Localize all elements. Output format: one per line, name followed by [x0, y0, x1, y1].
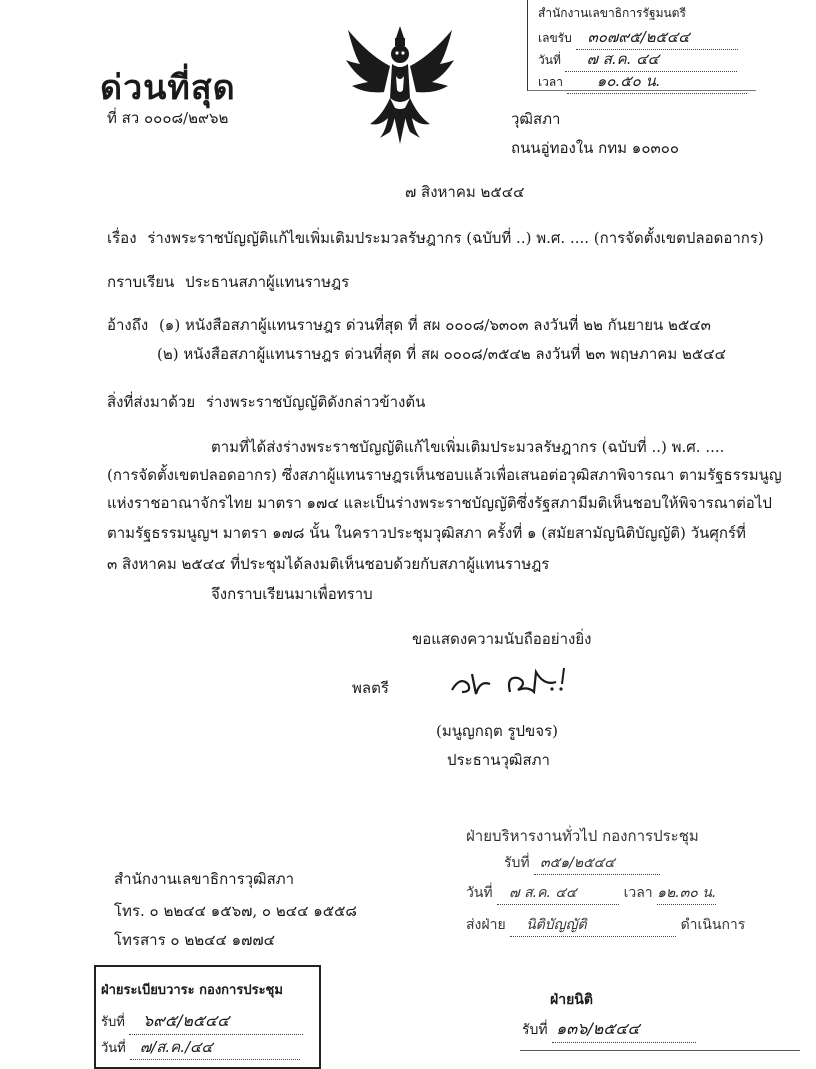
organization-address: ถนนอู่ทองใน กทม ๑๐๓๐๐ [511, 139, 680, 157]
receipt-stamp-office: สำนักงานเลขาธิการรัฐมนตรี [538, 6, 686, 20]
body-line: (การจัดตั้งเขตปลอดอากร) ซึ่งสภาผู้แทนราษฎรเห็นชอบแล้วเพื่อเสนอต่อวุฒิสภาพิจารณา ตามรัฐธรรมนูญ [107, 466, 782, 484]
receipt-stamp-time-label: เวลา [538, 75, 563, 89]
body-line: ตามรัฐธรรมนูญฯ มาตรา ๑๗๘ นั้น ในคราวประชุมวุฒิสภา ครั้งที่ ๑ (สมัยสามัญนิติบัญญัติ) วันศุกร์ที่ [107, 524, 746, 542]
subject-label: เรื่อง [107, 229, 137, 247]
enclosure-label: สิ่งที่ส่งมาด้วย [107, 393, 196, 411]
stamp-bottom-center-number-label: รับที่ [522, 1022, 548, 1038]
stamp-right-action: ดำเนินการ [680, 917, 746, 933]
stamp-bottom-left-date-label: วันที่ [101, 1041, 126, 1056]
footer-fax: โทรสาร ๐ ๒๒๔๔ ๑๗๗๔ [114, 931, 276, 949]
enclosure-text: ร่างพระราชบัญญัติดังกล่าวข้างต้น [205, 393, 426, 411]
salutation-label: กราบเรียน [107, 273, 175, 291]
document-date: ๗ สิงหาคม ๒๕๔๔ [405, 183, 525, 201]
receipt-stamp-date-label: วันที่ [538, 53, 561, 67]
receipt-stamp-bottom-left [94, 965, 321, 1069]
footer-office: สำนักงานเลขาธิการวุฒิสภา [114, 870, 295, 888]
stamp-right-forward-to: นิติบัญญัติ [510, 914, 676, 937]
footer-telephone: โทร. ๐ ๒๒๔๔ ๑๕๖๗, ๐ ๒๔๔ ๑๕๕๘ [114, 902, 358, 920]
signatory-name: (มนูญกฤต รูปขจร) [436, 722, 558, 740]
document-number: ที่ สว ๐๐๐๘/๒๙๖๒ [107, 109, 229, 127]
closing-line: จึงกราบเรียนมาเพื่อทราบ [211, 585, 373, 603]
complimentary-closing: ขอแสดงความนับถืออย่างยิ่ง [412, 630, 592, 648]
stamp-border-line [520, 1050, 800, 1051]
stamp-right-date: ๗ ส.ค. ๔๔ [497, 882, 619, 905]
priority-label: ด่วนที่สุด [100, 68, 236, 108]
stamp-right-number-label: รับที่ [504, 855, 530, 871]
body-line: ๓ สิงหาคม ๒๕๔๔ ที่ประชุมได้ลงมติเห็นชอบด้วยกับสภาผู้แทนราษฎร [107, 555, 550, 573]
receipt-stamp-number-label: เลขรับ [538, 31, 572, 45]
garuda-emblem-icon [340, 20, 460, 150]
receipt-stamp-top [527, 0, 756, 91]
references-label: อ้างถึง [107, 316, 149, 334]
stamp-right-number: ๓๕๑/๒๕๔๔ [534, 852, 660, 875]
receipt-stamp-date: ๗ ส.ค. ๔๔ [565, 47, 737, 72]
stamp-bottom-left-date: ๗/ส.ค./๔๔ [130, 1035, 300, 1060]
signatory-rank: พลตรี [352, 679, 389, 697]
subject-text: ร่างพระราชบัญญัติแก้ไขเพิ่มเติมประมวลรัษฎากร (ฉบับที่ ..) พ.ศ. .... (การจัดตั้งเขตปลอดอากร) [147, 229, 764, 247]
stamp-bottom-left-number: ๖๙๕/๒๕๔๔ [129, 1009, 303, 1035]
body-line: แห่งราชอาณาจักรไทย มาตรา ๑๗๔ และเป็นร่างพระราชบัญญัติซึ่งรัฐสภามีมติเห็นชอบให้พิจารณาต่อไป [107, 494, 772, 512]
receipt-stamp-number: ๓๐๗๙๕/๒๕๔๔ [576, 25, 738, 50]
reference-item: (๒) หนังสือสภาผู้แทนราษฎร ด่วนที่สุด ที่ สผ ๐๐๐๘/๓๕๔๒ ลงวันที่ ๒๓ พฤษภาคม ๒๕๔๔ [157, 345, 726, 363]
signature-scribble [448, 662, 578, 702]
receipt-stamp-time: ๑๐.๕๐ น. [567, 69, 747, 94]
stamp-right-time-label: เวลา [623, 885, 653, 901]
stamp-bottom-left-number-label: รับที่ [101, 1015, 125, 1030]
stamp-bottom-center-number: ๑๓๖/๒๕๔๔ [552, 1017, 696, 1043]
reference-item: (๑) หนังสือสภาผู้แทนราษฎร ด่วนที่สุด ที่ สผ ๐๐๐๘/๖๓๐๓ ลงวันที่ ๒๒ กันยายน ๒๕๔๓ [158, 316, 711, 334]
stamp-bottom-left-office: ฝ่ายระเบียบวาระ กองการประชุม [101, 983, 283, 998]
stamp-right-forward-label: ส่งฝ่าย [466, 917, 506, 933]
receipt-stamp-bottom-center [520, 985, 720, 1057]
body-line: ตามที่ได้ส่งร่างพระราชบัญญัติแก้ไขเพิ่มเติมประมวลรัษฎากร (ฉบับที่ ..) พ.ศ. .... [211, 438, 725, 456]
stamp-right-date-label: วันที่ [466, 885, 493, 901]
salutation-text: ประธานสภาผู้แทนราษฎร [185, 273, 350, 291]
stamp-bottom-center-office: ฝ่ายนิติ [550, 992, 593, 1008]
stamp-right-office: ฝ่ายบริหารงานทั่วไป กองการประชุม [466, 827, 699, 845]
receipt-stamp-right [466, 820, 746, 940]
signatory-position: ประธานวุฒิสภา [447, 751, 550, 769]
stamp-right-time: ๑๒.๓๐ น. [657, 882, 716, 905]
issuing-organization: วุฒิสภา [511, 110, 561, 128]
